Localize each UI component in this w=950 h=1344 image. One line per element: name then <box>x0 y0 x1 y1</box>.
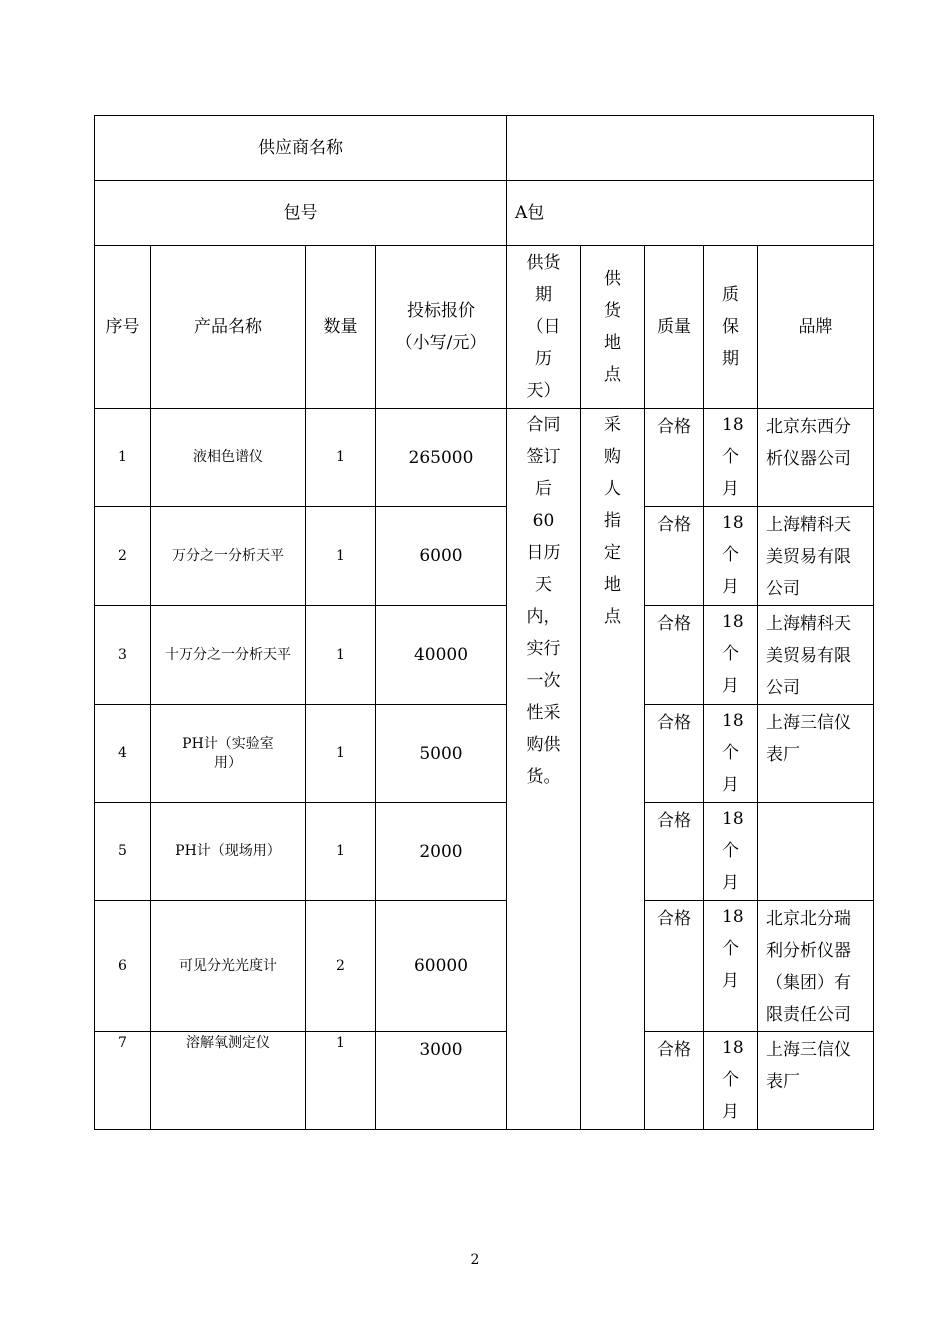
header-product: 产品名称 <box>151 246 306 409</box>
table-row <box>95 606 874 705</box>
row-quantity: 1 <box>306 1032 376 1130</box>
row-quality: 合格 <box>645 409 704 507</box>
row-brand: 上海三信仪表厂 <box>758 705 874 803</box>
row-product: 可见分光光度计 <box>151 901 306 1032</box>
row-index: 2 <box>95 507 151 606</box>
row-brand <box>758 803 874 901</box>
row-price: 40000 <box>376 606 507 705</box>
row-quantity: 1 <box>306 507 376 606</box>
row-warranty: 18个月 <box>704 901 758 1032</box>
row-product: 溶解氧测定仪 <box>151 1032 306 1130</box>
delivery-period-cell: 合同签订后60日历天内，实行一次性采购供货。 <box>507 409 581 1130</box>
table-row <box>95 705 874 803</box>
row-price: 3000 <box>376 1032 507 1130</box>
package-label: 包号 <box>95 181 507 246</box>
row-quality: 合格 <box>645 803 704 901</box>
row-warranty: 18个月 <box>704 409 758 507</box>
table-row <box>95 409 874 507</box>
delivery-place-cell: 采购人指定地点 <box>581 409 645 1130</box>
header-index: 序号 <box>95 246 151 409</box>
row-brand: 上海精科天美贸易有限公司 <box>758 606 874 705</box>
header-quality: 质量 <box>645 246 704 409</box>
supplier-label: 供应商名称 <box>95 116 507 181</box>
package-row <box>95 181 874 246</box>
row-index: 6 <box>95 901 151 1032</box>
row-index: 5 <box>95 803 151 901</box>
row-brand: 北京北分瑞利分析仪器（集团）有限责任公司 <box>758 901 874 1032</box>
header-price: 投标报价（小写/元） <box>376 246 507 409</box>
header-row <box>95 246 874 409</box>
row-quantity: 1 <box>306 803 376 901</box>
header-brand: 品牌 <box>758 246 874 409</box>
row-brand: 北京东西分析仪器公司 <box>758 409 874 507</box>
page-number: 2 <box>470 1252 480 1268</box>
row-product: 液相色谱仪 <box>151 409 306 507</box>
row-warranty: 18个月 <box>704 803 758 901</box>
bid-table <box>94 115 874 1130</box>
row-warranty: 18个月 <box>704 507 758 606</box>
package-value: A包 <box>507 181 874 246</box>
row-index: 3 <box>95 606 151 705</box>
row-price: 2000 <box>376 803 507 901</box>
row-price: 6000 <box>376 507 507 606</box>
table-row <box>95 1032 874 1130</box>
row-quantity: 1 <box>306 409 376 507</box>
row-quality: 合格 <box>645 705 704 803</box>
row-quality: 合格 <box>645 1032 704 1130</box>
row-quantity: 2 <box>306 901 376 1032</box>
row-warranty: 18个月 <box>704 705 758 803</box>
row-index: 7 <box>95 1032 151 1130</box>
row-brand: 上海三信仪表厂 <box>758 1032 874 1130</box>
table-row <box>95 507 874 606</box>
row-brand: 上海精科天美贸易有限公司 <box>758 507 874 606</box>
row-index: 4 <box>95 705 151 803</box>
header-delivery-place: 供货地点 <box>581 246 645 409</box>
row-warranty: 18个月 <box>704 606 758 705</box>
row-warranty: 18个月 <box>704 1032 758 1130</box>
row-index: 1 <box>95 409 151 507</box>
row-quantity: 1 <box>306 705 376 803</box>
row-quality: 合格 <box>645 606 704 705</box>
row-product: PH计（实验室用） <box>151 705 306 803</box>
row-product: 十万分之一分析天平 <box>151 606 306 705</box>
row-price: 5000 <box>376 705 507 803</box>
row-product: PH计（现场用） <box>151 803 306 901</box>
row-price: 265000 <box>376 409 507 507</box>
table-row <box>95 803 874 901</box>
row-quantity: 1 <box>306 606 376 705</box>
row-quality: 合格 <box>645 901 704 1032</box>
supplier-value <box>507 116 874 181</box>
table-row <box>95 901 874 1032</box>
supplier-row <box>95 116 874 181</box>
header-warranty: 质保期 <box>704 246 758 409</box>
row-price: 60000 <box>376 901 507 1032</box>
header-quantity: 数量 <box>306 246 376 409</box>
header-delivery-period: 供货期（日历天） <box>507 246 581 409</box>
row-product: 万分之一分析天平 <box>151 507 306 606</box>
row-quality: 合格 <box>645 507 704 606</box>
